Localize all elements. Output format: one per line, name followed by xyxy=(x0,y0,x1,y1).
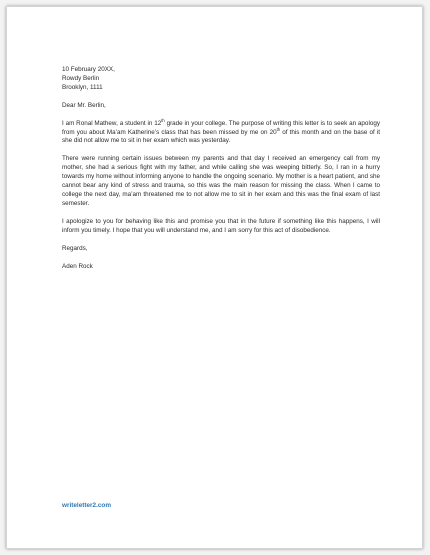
letter-body xyxy=(62,66,380,271)
closing: Regards, xyxy=(62,244,88,252)
ordinal-suffix: th xyxy=(276,126,281,132)
address-block xyxy=(62,66,380,93)
paragraph-1-text-b: grade in your college. The purpose of writing this letter is to seek an apology from you about Ma’am Katherine’s class that has been missed by me on 20 xyxy=(62,119,380,136)
paragraph-3: I apologize to you for behaving like this and promise you that in the future if something like this happens, I will inform you timely. I hope that you will understand me, and I am sorry for this act of disobedience. xyxy=(62,217,380,234)
letter-page xyxy=(6,6,423,549)
signature: Aden Rock xyxy=(62,262,93,270)
paragraph-1-text-c: of this month and on the base of it she did not allow me to sit in her exam which was yesterday. xyxy=(62,128,380,145)
website-link[interactable]: writeletter2.com xyxy=(62,502,112,509)
ordinal-suffix: th xyxy=(161,117,165,123)
paragraph-2: There were running certain issues between my parents and that day I received an emergency call from my mother, she had a serious fight with my father, and while calling she was weeping bitterly. So, I ran in a hurry towards my home without informing anyone to handle the ongoing scenario. My mother is a heart patient, and she cannot bear any kind of stress and trauma, so this was the main reason for missing the class. When I came to college the next day, ma’am threatened me to not allow me to sit in her exam and this was the final exam of last semester. xyxy=(62,155,380,207)
paragraph-1-text-a: I am Ronal Mathew, a student in 12 xyxy=(62,119,162,127)
salutation: Dear Mr. Berlin, xyxy=(62,101,106,109)
recipient-city: Brooklyn, 1111 xyxy=(62,83,103,91)
recipient-name: Rowdy Berlin xyxy=(62,74,100,82)
paragraph-1 xyxy=(62,117,380,147)
letter-date: 10 February 20XX, xyxy=(62,66,115,73)
